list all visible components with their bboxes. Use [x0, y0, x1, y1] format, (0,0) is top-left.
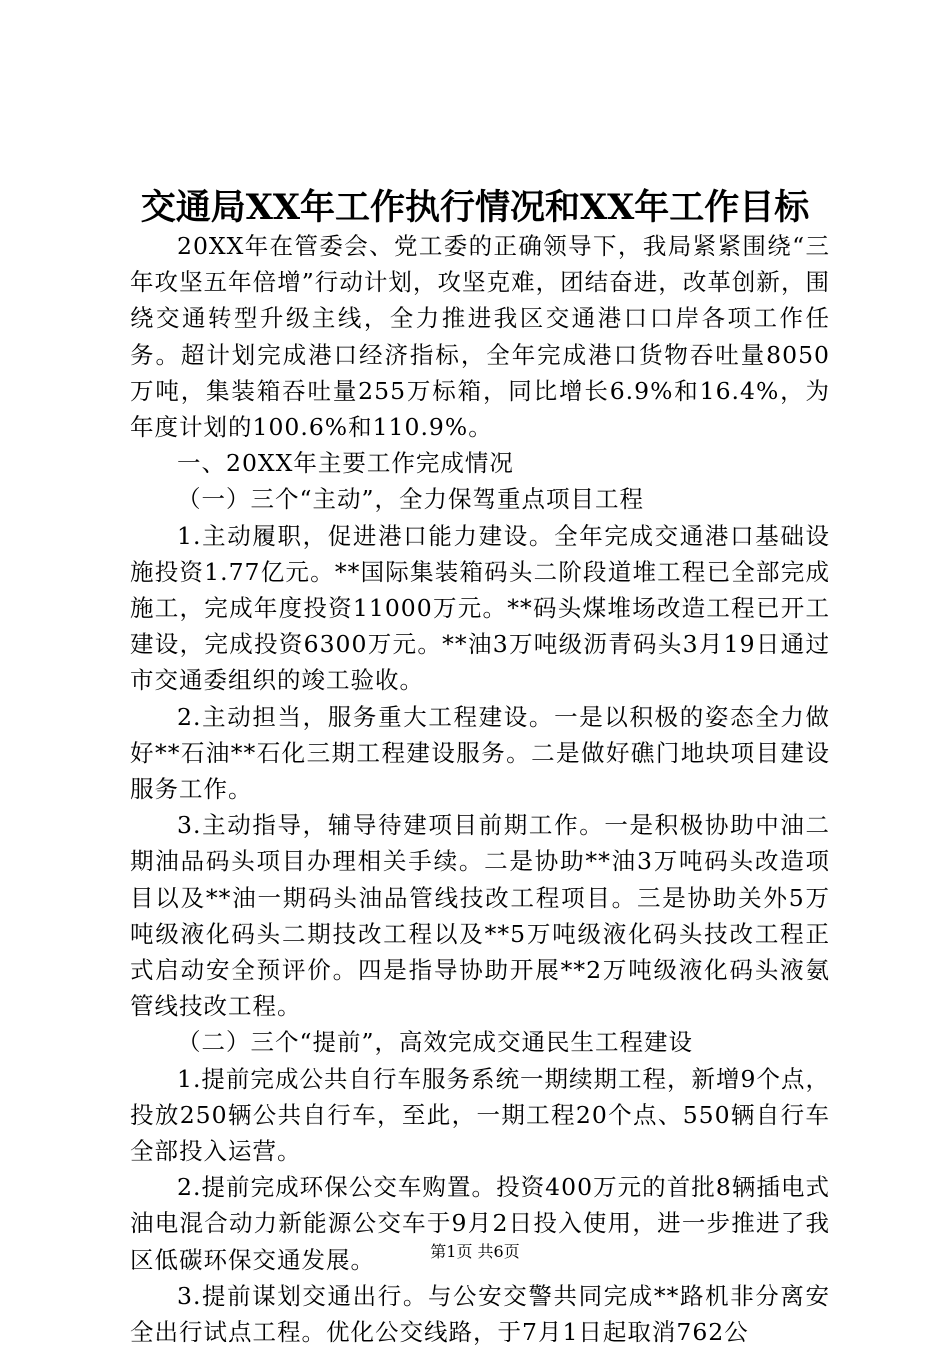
paragraph-item-2-3: 3.提前谋划交通出行。与公安交警共同完成**路机非分离安全出行试点工程。优化公交线路，于7月1日起取消762公 — [130, 1281, 830, 1347]
intro-paragraph: 20XX年在管委会、党工委的正确领导下，我局紧紧围绕“三年攻坚五年倍增”行动计划，攻坚克难，团结奋进，改革创新，围绕交通转型升级主线，全力推进我区交通港口口岸各项工作任务。超计划完成港口经济指标，全年完成港口货物吞吐量8050万吨，集装箱吞吐量255万标箱，同比增长6.9%和16.4%，为年度计划的100.6%和110.9%。 — [130, 232, 830, 442]
paragraph-item-1-2: 2.主动担当，服务重大工程建设。一是以积极的姿态全力做好**石油**石化三期工程建设服务。二是做好礁门地块项目建设服务工作。 — [130, 702, 830, 804]
page-footer: 第1页 共6页 — [430, 1242, 520, 1261]
subsection-heading-1: （一）三个“主动”，全力保驾重点项目工程 — [177, 485, 645, 514]
subsection-heading-2: （二）三个“提前”，高效完成交通民生工程建设 — [177, 1028, 694, 1057]
paragraph-item-2-2: 2.提前完成环保公交车购置。投资400万元的首批8辆插电式油电混合动力新能源公交车于9月2日投入使用，进一步推进了我区低碳环保交通发展。 — [130, 1173, 830, 1274]
section-heading-1: 一、20XX年主要工作完成情况 — [177, 449, 514, 478]
paragraph-item-1-1: 1.主动履职，促进港口能力建设。全年完成交通港口基础设施投资1.77亿元。**国际集装箱码头二阶段道堆工程已全部完成施工，完成年度投资11000万元。**码头煤堆场改造工程已开工建设，完成投资6300万元。**油3万吨级沥青码头3月19日通过市交通委组织的竣工验收。 — [130, 521, 830, 695]
document-title: 交通局XX年工作执行情况和XX年工作目标 — [140, 187, 810, 228]
paragraph-item-2-1: 1.提前完成公共自行车服务系统一期续期工程，新增9个点，投放250辆公共自行车，至此，一期工程20个点、550辆自行车全部投入运营。 — [130, 1064, 830, 1166]
document-body — [130, 228, 830, 1350]
paragraph-item-1-3: 3.主动指导，辅导待建项目前期工作。一是积极协助中油二期油品码头项目办理相关手续。二是协助**油3万吨码头改造项目以及**油一期码头油品管线技改工程项目。三是协助关外5万吨级液化码头二期技改工程以及**5万吨级液化码头技改工程正式启动安全预评价。四是指导协助开展**2万吨级液化码头液氨管线技改工程。 — [130, 811, 830, 1021]
